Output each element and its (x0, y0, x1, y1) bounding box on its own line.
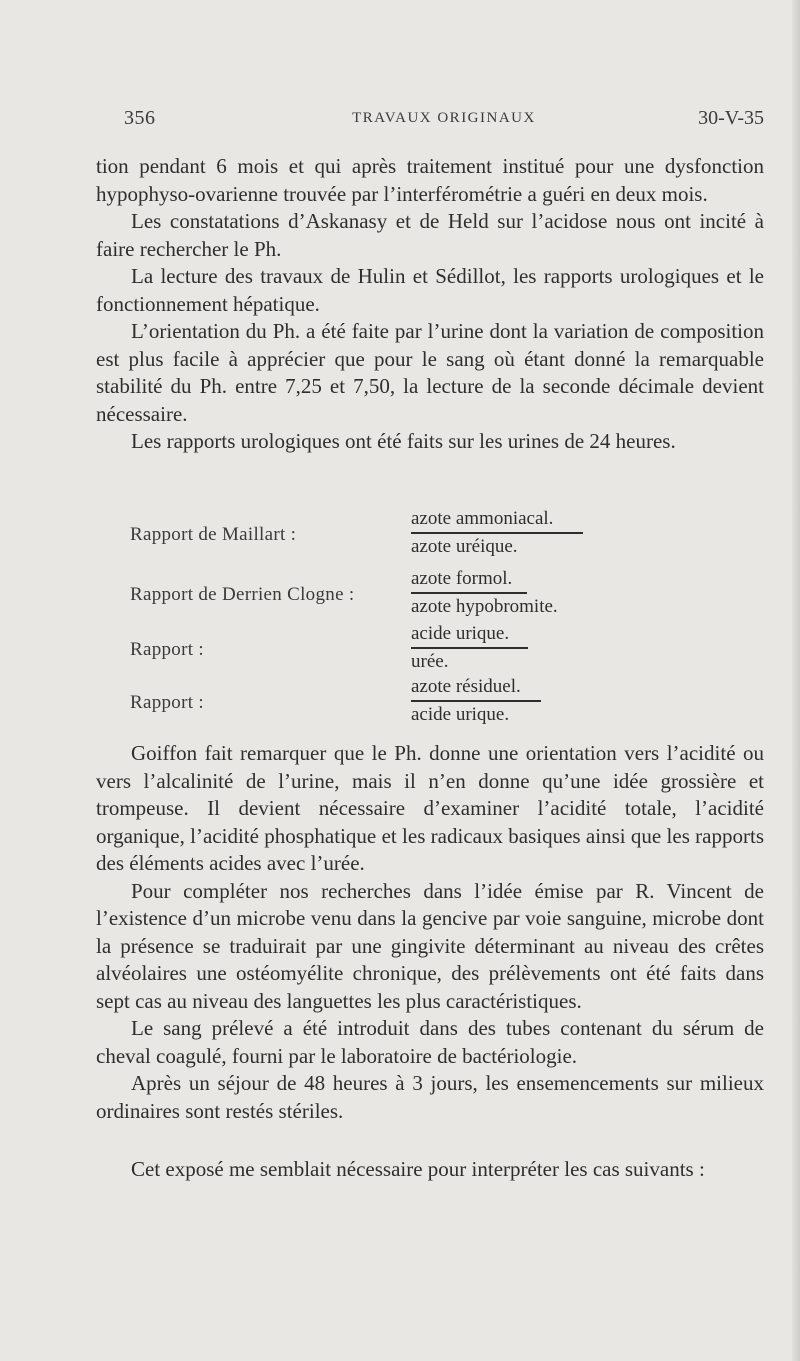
fraction (411, 623, 528, 673)
paragraph-acidose: Les constatations d’Askanasy et de Held sur l’acidose nous ont incité à faire rechercher le Ph. (96, 209, 764, 261)
fraction-denominator: azote hypobromite. (411, 596, 558, 617)
paragraph-orientation: L’orientation du Ph. a été faite par l’urine dont la variation de composition est plus facile à apprécier que pour le sang où étant donné la remarquable stabilité du Ph. entre 7,25 et 7,50, la lecture de la seconde décimale devient nécessaire. (96, 319, 764, 426)
paragraph-goiffon: Goiffon fait remarquer que le Ph. donne une orientation vers l’acidité ou vers l’alcalinité de l’urine, mais il n’en donne qu’une idée grossière et trompeuse. Il devient nécessaire d’examiner l’acidité totale, l’acidité organique, l’acidité phosphatique et les radicaux basiques ainsi que les rapports des éléments acides avec l’urée. (96, 741, 764, 875)
ratio-label: Rapport de Maillart : (130, 524, 297, 545)
paragraph-expose: Cet exposé me semblait nécessaire pour interpréter les cas suivants : (131, 1157, 705, 1181)
page-number: 356 (124, 107, 156, 129)
fraction (411, 568, 558, 618)
fraction-numerator: azote formol. (411, 568, 513, 589)
page-edge-shadow (792, 0, 800, 1361)
fraction-numerator: azote résiduel. (411, 676, 521, 697)
body-text-bottom (96, 740, 764, 1184)
paragraph-lecture: La lecture des travaux de Hulin et Sédillot, les rapports urologiques et le fonctionnement hépatique. (96, 264, 764, 316)
paragraph-sejour: Après un séjour de 48 heures à 3 jours, les ensemencements sur milieux ordinaires sont restés stériles. (96, 1071, 764, 1123)
body-text-top (96, 153, 764, 456)
fraction-numerator: acide urique. (411, 623, 510, 644)
fraction-numerator: azote ammoniacal. (411, 508, 554, 529)
fraction (411, 676, 541, 726)
running-title: TRAVAUX ORIGINAUX (352, 110, 536, 126)
issue-date: 30-V-35 (698, 107, 764, 129)
ratio-label: Rapport de Derrien Clogne : (130, 584, 355, 605)
paragraph-sang: Le sang prélevé a été introduit dans des tubes contenant du sérum de cheval coagulé, fourni par le laboratoire de bactériologie. (96, 1016, 764, 1068)
running-header (124, 107, 764, 133)
ratio-label: Rapport : (130, 639, 204, 660)
fraction-denominator: acide urique. (411, 704, 510, 725)
paragraph-vincent: Pour compléter nos recherches dans l’idée émise par R. Vincent de l’existence d’un microbe venu dans la gencive par voie sanguine, microbe dont la présence se traduirait par une gingivite déterminant au niveau des crêtes alvéolaires une ostéomyélite chronique, des prélèvements ont été faits dans sept cas au niveau des languettes les plus caractéristiques. (96, 878, 764, 1013)
fraction-denominator: azote uréique. (411, 536, 518, 557)
fraction-denominator: urée. (411, 651, 449, 672)
fraction (411, 508, 583, 558)
ratio-label: Rapport : (130, 692, 204, 713)
paragraph-continuation: tion pendant 6 mois et qui après traitement institué pour une dysfonction hypophyso-ovarienne trouvée par l’interférométrie a guéri en deux mois. (96, 154, 764, 206)
urological-ratios (130, 508, 630, 728)
paragraph-rapports: Les rapports urologiques ont été faits sur les urines de 24 heures. (131, 429, 676, 453)
